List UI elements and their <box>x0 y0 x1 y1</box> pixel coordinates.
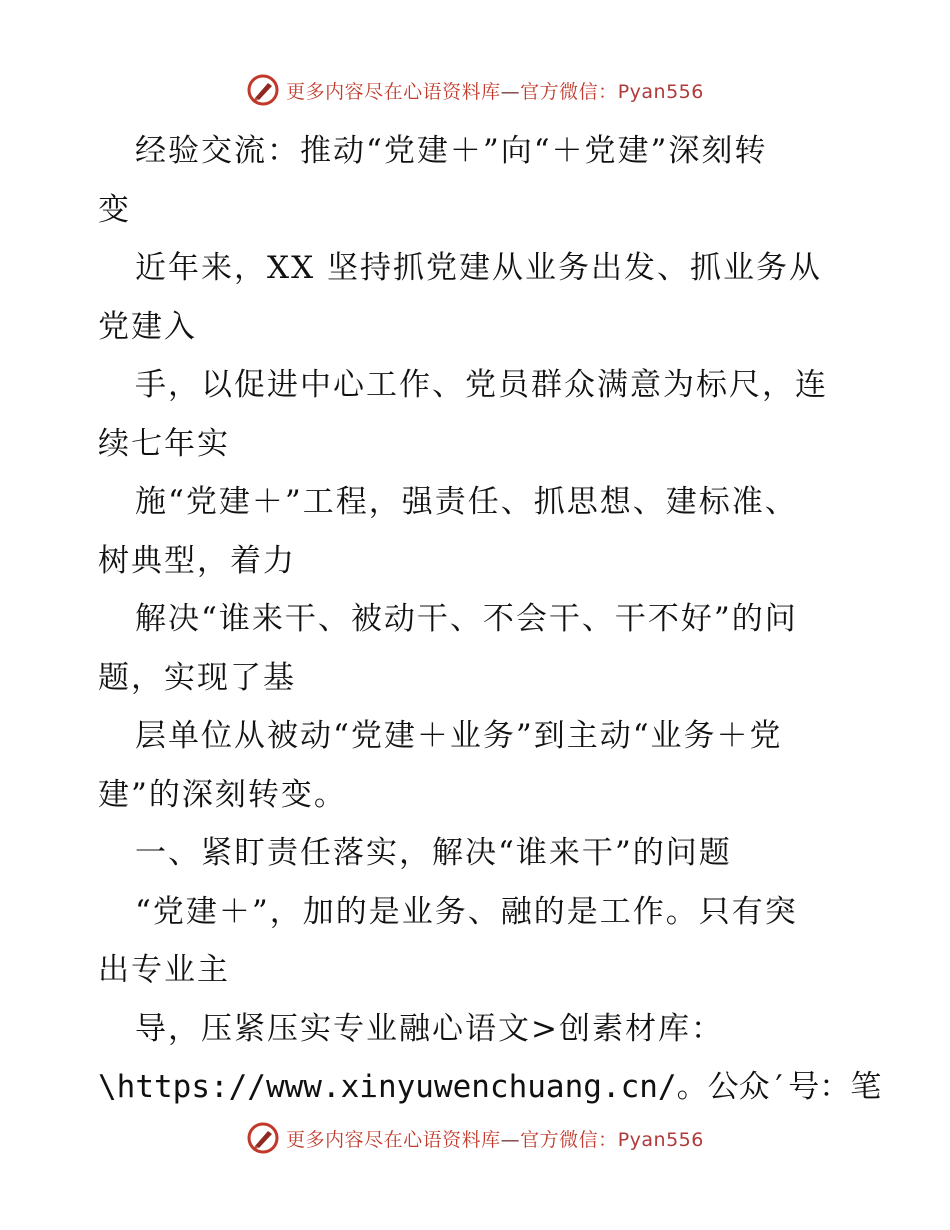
text-line: 建”的深刻转变。 <box>98 776 347 813</box>
watermark-separator: — <box>500 1128 521 1151</box>
watermark-site-text: 更多内容尽在心语资料库 <box>286 1128 501 1151</box>
text-line: 导，压紧压实专业融心语文>创素材库： <box>135 1010 724 1047</box>
watermark-wechat-id: Pyan556 <box>617 1128 704 1151</box>
url-text-line: \https://www.xinyuwenchuang.cn/。公众′号：笔 <box>98 1069 882 1105</box>
document-body <box>98 122 882 1117</box>
text-line: 变 <box>98 191 131 228</box>
text-line: 题，实现了基 <box>98 659 296 696</box>
footer-watermark <box>0 1118 950 1158</box>
text-line: 手，以促进中心工作、党员群众满意为标尺，连 <box>135 367 828 403</box>
text-line: 近年来，XX 坚持抓党建从业务出发、抓业务从 <box>135 250 822 286</box>
header-watermark <box>0 70 950 110</box>
text-line: 层单位从被动“党建＋业务”到主动“业务＋党 <box>135 718 783 754</box>
watermark-text <box>286 77 704 104</box>
watermark-site-text: 更多内容尽在心语资料库 <box>286 80 501 103</box>
text-line: 续七年实 <box>98 425 230 462</box>
watermark-wechat-id: Pyan556 <box>617 80 704 103</box>
watermark-wechat-label: 官方微信： <box>520 1128 618 1151</box>
text-line: “党建＋”，加的是业务、融的是工作。只有突 <box>135 893 798 930</box>
pen-logo-icon <box>246 1121 280 1155</box>
text-line: 树典型，着力 <box>98 542 296 579</box>
watermark-text <box>286 1125 704 1152</box>
pen-logo-icon <box>246 73 280 107</box>
section-heading: 一、紧盯责任落实，解决“谁来干”的问题 <box>135 835 732 871</box>
text-line: 出专业主 <box>98 952 230 988</box>
watermark-separator: — <box>500 80 521 103</box>
text-line: 经验交流：推动“党建＋”向“＋党建”深刻转 <box>135 133 768 169</box>
text-line: 党建入 <box>98 308 197 345</box>
text-line: 解决“谁来干、被动干、不会干、干不好”的问 <box>135 601 798 637</box>
watermark-wechat-label: 官方微信： <box>520 80 618 103</box>
text-line: 施“党建＋”工程，强责任、抓思想、建标准、 <box>135 484 798 520</box>
